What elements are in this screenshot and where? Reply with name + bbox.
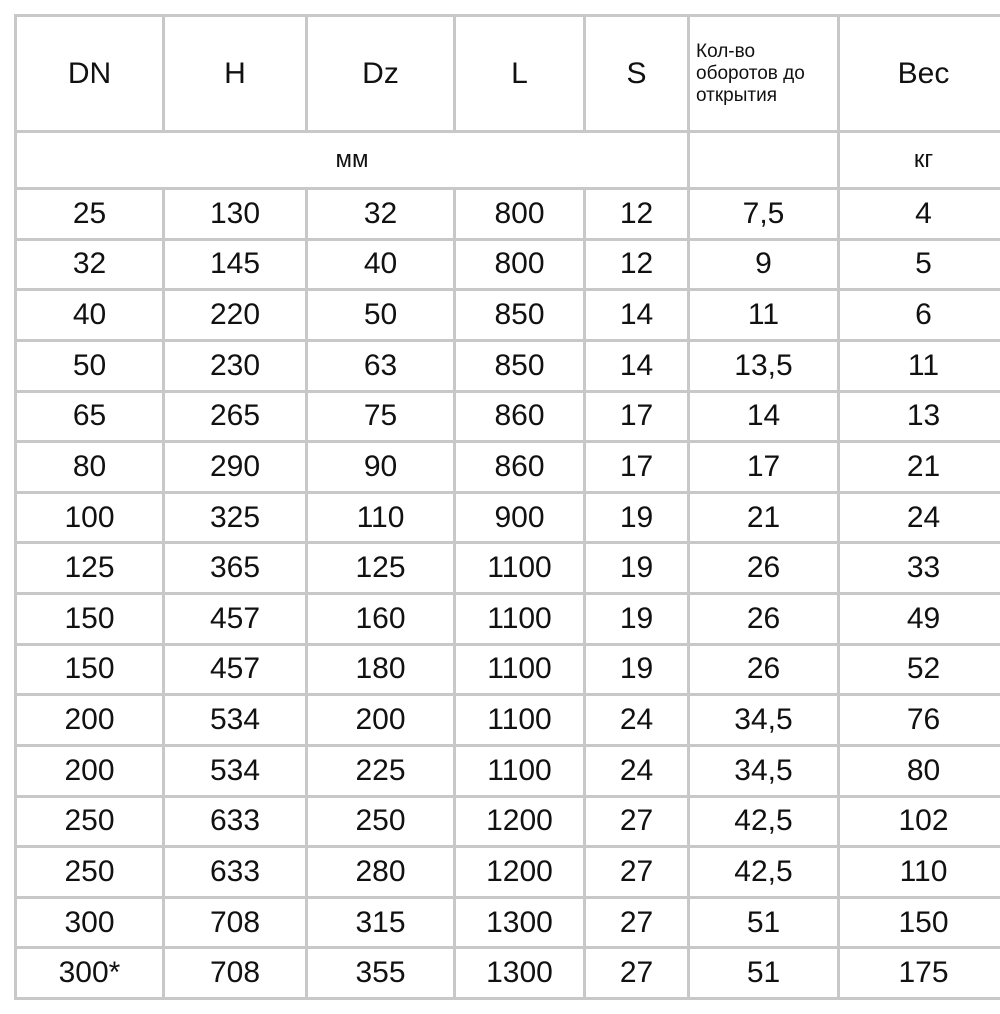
cell-h: 130 [164, 189, 307, 240]
table-row [16, 290, 1000, 341]
cell-l: 1100 [455, 695, 585, 746]
cell-s: 12 [585, 189, 689, 240]
cell-h: 230 [164, 340, 307, 391]
cell-h: 633 [164, 796, 307, 847]
cell-dz: 200 [307, 695, 455, 746]
cell-dz: 180 [307, 644, 455, 695]
table-body [16, 189, 1000, 999]
cell-turns: 26 [689, 644, 839, 695]
table-row [16, 492, 1000, 543]
table-row [16, 847, 1000, 898]
cell-dz: 225 [307, 745, 455, 796]
cell-s: 17 [585, 442, 689, 493]
cell-l: 1300 [455, 897, 585, 948]
cell-s: 24 [585, 695, 689, 746]
units-row [16, 132, 1000, 189]
unit-weight: кг [839, 132, 1000, 189]
cell-h: 220 [164, 290, 307, 341]
cell-h: 365 [164, 543, 307, 594]
cell-turns: 9 [689, 239, 839, 290]
cell-turns: 42,5 [689, 796, 839, 847]
cell-weight: 76 [839, 695, 1000, 746]
unit-dimensions: мм [16, 132, 689, 189]
cell-turns: 26 [689, 594, 839, 645]
cell-dz: 160 [307, 594, 455, 645]
cell-l: 850 [455, 290, 585, 341]
cell-dn: 80 [16, 442, 164, 493]
cell-dn: 200 [16, 745, 164, 796]
cell-weight: 52 [839, 644, 1000, 695]
table-row [16, 442, 1000, 493]
cell-h: 534 [164, 695, 307, 746]
table-row [16, 594, 1000, 645]
cell-dn: 200 [16, 695, 164, 746]
cell-weight: 24 [839, 492, 1000, 543]
cell-dz: 110 [307, 492, 455, 543]
cell-s: 19 [585, 644, 689, 695]
header-s: S [585, 16, 689, 132]
cell-dz: 32 [307, 189, 455, 240]
header-row [16, 16, 1000, 132]
table-row [16, 391, 1000, 442]
cell-s: 19 [585, 492, 689, 543]
cell-dn: 100 [16, 492, 164, 543]
cell-l: 1200 [455, 847, 585, 898]
cell-dn: 300 [16, 897, 164, 948]
cell-weight: 13 [839, 391, 1000, 442]
cell-dn: 25 [16, 189, 164, 240]
cell-dz: 280 [307, 847, 455, 898]
cell-s: 12 [585, 239, 689, 290]
cell-dz: 75 [307, 391, 455, 442]
header-weight: Вес [839, 16, 1000, 132]
table-row [16, 239, 1000, 290]
cell-weight: 4 [839, 189, 1000, 240]
table-row [16, 695, 1000, 746]
cell-dz: 50 [307, 290, 455, 341]
cell-l: 900 [455, 492, 585, 543]
cell-s: 27 [585, 897, 689, 948]
cell-dn: 150 [16, 594, 164, 645]
cell-l: 1100 [455, 745, 585, 796]
cell-dz: 315 [307, 897, 455, 948]
cell-weight: 102 [839, 796, 1000, 847]
cell-dz: 355 [307, 948, 455, 999]
cell-weight: 5 [839, 239, 1000, 290]
cell-s: 27 [585, 847, 689, 898]
cell-h: 290 [164, 442, 307, 493]
cell-weight: 49 [839, 594, 1000, 645]
cell-turns: 51 [689, 897, 839, 948]
table-row [16, 948, 1000, 999]
cell-dz: 250 [307, 796, 455, 847]
cell-turns: 14 [689, 391, 839, 442]
cell-turns: 26 [689, 543, 839, 594]
cell-dn: 32 [16, 239, 164, 290]
cell-s: 24 [585, 745, 689, 796]
cell-h: 534 [164, 745, 307, 796]
cell-s: 14 [585, 340, 689, 391]
cell-weight: 6 [839, 290, 1000, 341]
cell-dn: 50 [16, 340, 164, 391]
cell-dn: 250 [16, 847, 164, 898]
table-row [16, 644, 1000, 695]
header-dz: Dz [307, 16, 455, 132]
cell-turns: 51 [689, 948, 839, 999]
cell-dn: 250 [16, 796, 164, 847]
header-dn: DN [16, 16, 164, 132]
cell-weight: 21 [839, 442, 1000, 493]
cell-dn: 300* [16, 948, 164, 999]
header-h: H [164, 16, 307, 132]
valve-spec-table [14, 14, 1000, 1000]
cell-l: 1100 [455, 594, 585, 645]
cell-s: 17 [585, 391, 689, 442]
cell-l: 1200 [455, 796, 585, 847]
cell-s: 19 [585, 594, 689, 645]
cell-h: 325 [164, 492, 307, 543]
cell-l: 1100 [455, 644, 585, 695]
cell-l: 860 [455, 442, 585, 493]
cell-h: 457 [164, 594, 307, 645]
cell-weight: 110 [839, 847, 1000, 898]
cell-h: 708 [164, 948, 307, 999]
cell-l: 850 [455, 340, 585, 391]
cell-turns: 34,5 [689, 695, 839, 746]
table-row [16, 745, 1000, 796]
cell-turns: 17 [689, 442, 839, 493]
cell-s: 27 [585, 796, 689, 847]
cell-dz: 90 [307, 442, 455, 493]
cell-turns: 13,5 [689, 340, 839, 391]
cell-turns: 11 [689, 290, 839, 341]
table-row [16, 340, 1000, 391]
cell-l: 800 [455, 189, 585, 240]
table-row [16, 543, 1000, 594]
cell-l: 1100 [455, 543, 585, 594]
header-turns: Кол-во оборотов до открытия [689, 16, 839, 132]
cell-s: 27 [585, 948, 689, 999]
cell-turns: 42,5 [689, 847, 839, 898]
cell-weight: 80 [839, 745, 1000, 796]
table-row [16, 897, 1000, 948]
cell-h: 265 [164, 391, 307, 442]
header-l: L [455, 16, 585, 132]
cell-h: 145 [164, 239, 307, 290]
cell-weight: 11 [839, 340, 1000, 391]
cell-dn: 150 [16, 644, 164, 695]
cell-weight: 175 [839, 948, 1000, 999]
table-row [16, 796, 1000, 847]
cell-turns: 7,5 [689, 189, 839, 240]
table-row [16, 189, 1000, 240]
cell-l: 1300 [455, 948, 585, 999]
cell-weight: 33 [839, 543, 1000, 594]
cell-dn: 65 [16, 391, 164, 442]
cell-l: 860 [455, 391, 585, 442]
cell-turns: 21 [689, 492, 839, 543]
cell-h: 708 [164, 897, 307, 948]
cell-dn: 125 [16, 543, 164, 594]
cell-dz: 125 [307, 543, 455, 594]
cell-turns: 34,5 [689, 745, 839, 796]
cell-h: 633 [164, 847, 307, 898]
cell-l: 800 [455, 239, 585, 290]
cell-s: 14 [585, 290, 689, 341]
cell-h: 457 [164, 644, 307, 695]
cell-s: 19 [585, 543, 689, 594]
unit-turns [689, 132, 839, 189]
cell-weight: 150 [839, 897, 1000, 948]
cell-dz: 63 [307, 340, 455, 391]
cell-dz: 40 [307, 239, 455, 290]
cell-dn: 40 [16, 290, 164, 341]
